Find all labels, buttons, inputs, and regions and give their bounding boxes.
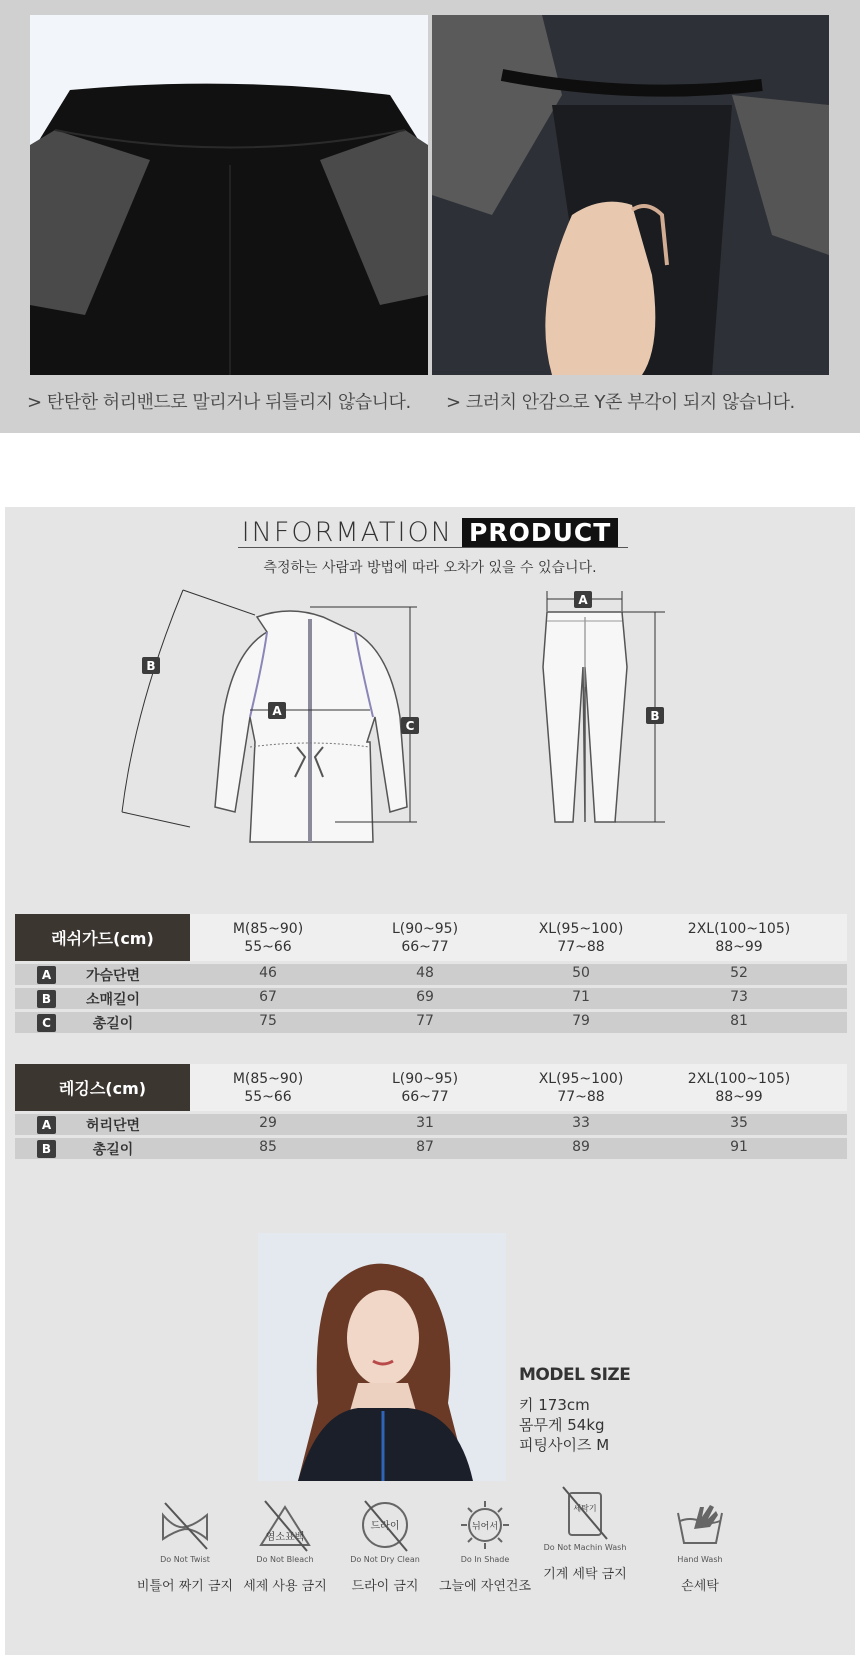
crotch-lining-photo (432, 15, 829, 375)
size-col-l: L(90~95) 66~77 (391, 921, 459, 955)
row-label: 소매길이 (85, 992, 141, 1008)
cell: 79 (572, 1013, 590, 1029)
care-no-bleach (230, 1497, 340, 1594)
size-col-m: M(85~90) 55~66 (232, 1071, 304, 1105)
model-height: 키 173cm (519, 1396, 590, 1414)
row-label: 가슴단면 (85, 968, 141, 984)
cell: 35 (730, 1115, 748, 1131)
care-no-machine-wash (530, 1485, 640, 1582)
leg-label-b: B (650, 709, 660, 723)
model-fitting-size: 피팅사이즈 M (519, 1436, 610, 1454)
cell: 31 (416, 1115, 434, 1131)
care-en-label: Do Not Machin Wash (543, 1543, 627, 1552)
model-weight: 몸무게 54kg (519, 1416, 605, 1434)
care-ko-label: 기계 세탁 금지 (543, 1567, 627, 1582)
badge-a: A (37, 1116, 56, 1134)
product-information-section (5, 507, 855, 1655)
cell: 52 (730, 965, 748, 981)
model-size-info (519, 1365, 630, 1455)
cell: 69 (416, 989, 434, 1005)
measurement-note: 측정하는 사람과 방법에 따라 오차가 있을 수 있습니다. (263, 560, 597, 576)
size-col-xl: XL(95~100) 77~88 (538, 921, 624, 955)
rashguard-diagram (122, 590, 419, 842)
leggings-size-table (15, 1064, 847, 1159)
care-en-label: Do Not Dry Clean (350, 1555, 420, 1564)
cell: 67 (259, 989, 277, 1005)
size-col-m: M(85~90) 55~66 (232, 921, 304, 955)
cell: 50 (572, 965, 590, 981)
care-no-dry-clean (330, 1497, 440, 1594)
care-en-label: Hand Wash (677, 1555, 723, 1564)
cell: 73 (730, 989, 748, 1005)
svg-text:세탁기: 세탁기 (573, 1504, 597, 1513)
care-ko-label: 손세탁 (681, 1579, 719, 1594)
badge-a: A (37, 966, 56, 984)
badge-c: C (37, 1014, 56, 1032)
table-row (15, 1114, 847, 1135)
cell: 29 (259, 1115, 277, 1131)
care-en-label: Do In Shade (460, 1555, 510, 1564)
cell: 48 (416, 965, 434, 981)
care-ko-label: 그늘에 자연건조 (438, 1579, 532, 1594)
care-ko-label: 비틀어 짜기 금지 (136, 1579, 234, 1594)
cell: 77 (416, 1013, 434, 1029)
cell: 91 (730, 1139, 748, 1155)
leggings-diagram (543, 591, 665, 822)
cell: 71 (572, 989, 590, 1005)
svg-text:뉘어서: 뉘어서 (471, 1522, 499, 1532)
care-dry-in-shade (430, 1497, 540, 1594)
no-machine-wash-icon (555, 1485, 615, 1541)
care-no-twist (130, 1497, 240, 1594)
svg-text:염소표백: 염소표백 (265, 1532, 305, 1543)
size-col-2xl: 2XL(100~105) 88~99 (687, 921, 791, 955)
rashguard-size-table (15, 914, 847, 1033)
rash-label-a: A (272, 704, 282, 718)
model-photo (258, 1233, 506, 1481)
row-label: 총길이 (92, 1016, 134, 1032)
row-label: 허리단면 (85, 1118, 141, 1134)
badge-b: B (37, 990, 56, 1008)
table-row (15, 1138, 847, 1159)
table-title: 레깅스(cm) (15, 1064, 190, 1111)
table-row (15, 988, 847, 1009)
care-en-label: Do Not Bleach (256, 1555, 314, 1564)
care-ko-label: 드라이 금지 (351, 1579, 419, 1594)
cell: 75 (259, 1013, 277, 1029)
rash-label-c: C (405, 719, 415, 733)
waistband-photo (30, 15, 428, 375)
table-header (15, 914, 847, 961)
table-row (15, 1012, 847, 1033)
dry-in-shade-icon (455, 1497, 515, 1553)
title-product: PRODUCT (462, 518, 618, 548)
table-row (15, 964, 847, 985)
cell: 81 (730, 1013, 748, 1029)
section-title (5, 517, 855, 557)
size-col-xl: XL(95~100) 77~88 (538, 1071, 624, 1105)
badge-b: B (37, 1140, 56, 1158)
rash-label-b: B (146, 659, 156, 673)
size-col-l: L(90~95) 66~77 (391, 1071, 459, 1105)
cell: 89 (572, 1139, 590, 1155)
cell: 46 (259, 965, 277, 981)
care-ko-label: 세제 사용 금지 (243, 1579, 327, 1594)
cell: 33 (572, 1115, 590, 1131)
hand-wash-icon (670, 1497, 730, 1553)
size-col-2xl: 2XL(100~105) 88~99 (687, 1071, 791, 1105)
cell: 87 (416, 1139, 434, 1155)
care-en-label: Do Not Twist (160, 1555, 210, 1564)
svg-text:드라이: 드라이 (370, 1521, 400, 1532)
care-hand-wash (645, 1497, 755, 1594)
crotch-caption: > 크러치 안감으로 Y존 부각이 되지 않습니다. (446, 392, 795, 413)
table-header (15, 1064, 847, 1111)
no-dry-clean-icon (355, 1497, 415, 1553)
leg-label-a: A (578, 593, 588, 607)
model-size-heading: MODEL SIZE (519, 1365, 631, 1385)
size-diagrams (5, 593, 855, 887)
waistband-caption: > 탄탄한 허리밴드로 말리거나 뒤틀리지 않습니다. (27, 392, 411, 413)
product-detail-photos (0, 0, 860, 433)
cell: 85 (259, 1139, 277, 1155)
table-title: 래쉬가드(cm) (15, 914, 190, 961)
row-label: 총길이 (92, 1142, 134, 1158)
no-twist-icon (155, 1497, 215, 1553)
title-information: INFORMATION (241, 517, 453, 548)
no-bleach-icon (255, 1497, 315, 1553)
title-underline (238, 547, 628, 548)
